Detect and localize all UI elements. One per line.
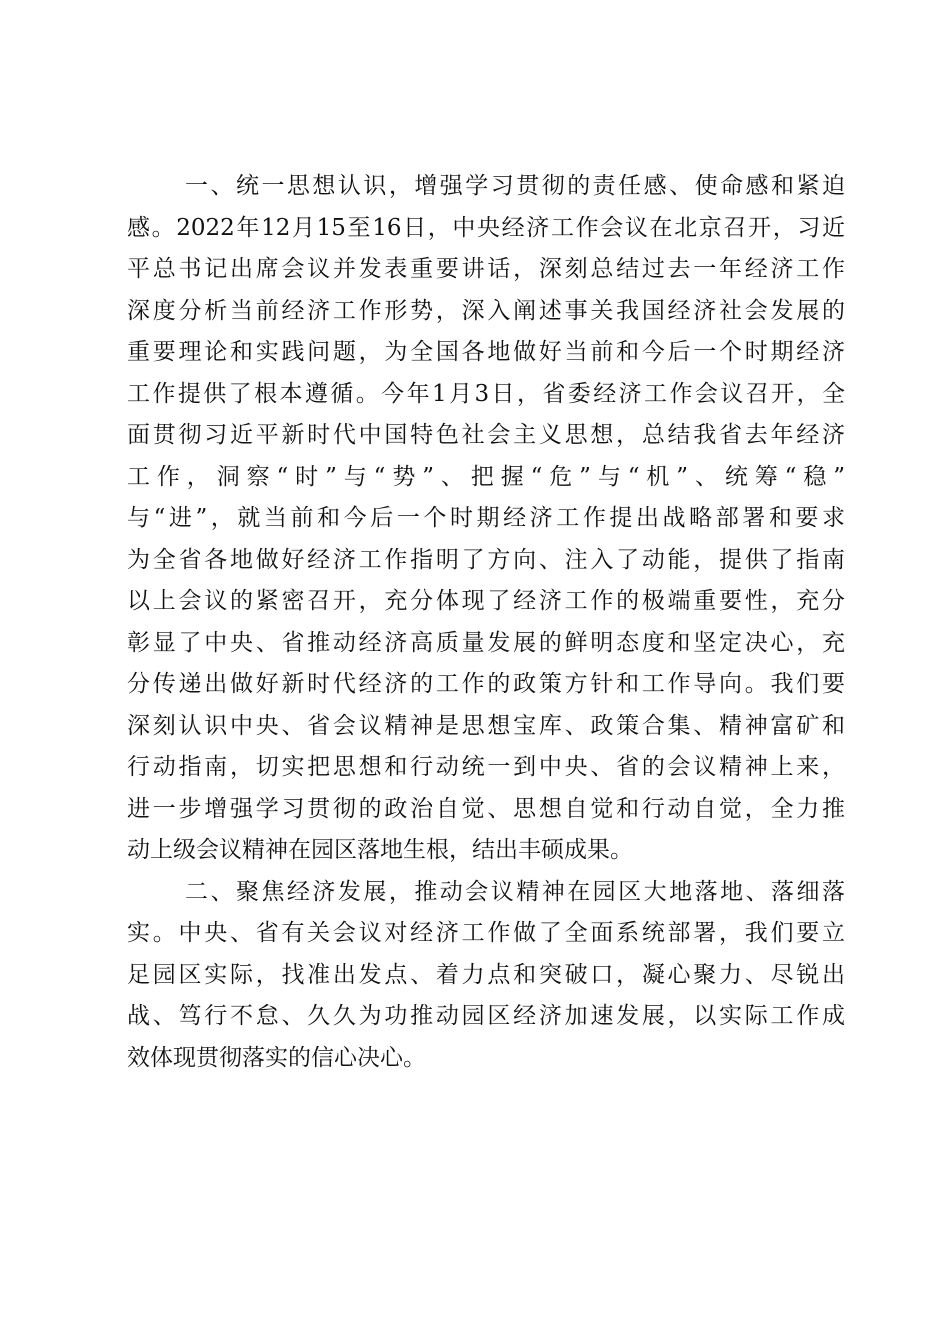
paragraph-2-line-4: 战、笃行不怠、久久为功推动园区经济加速发展，以实际工作成	[127, 1003, 845, 1029]
paragraph-1	[127, 166, 845, 872]
paragraph-2-line-3: 足园区实际，找准出发点、着力点和突破口，凝心聚力、尽锐出	[127, 961, 845, 988]
paragraph-1-line-15: 行动指南，切实把思想和行动统一到中央、省的会议精神上来，	[127, 754, 845, 780]
document-body	[127, 166, 845, 1079]
paragraph-1-line-17: 动上级会议精神在园区落地生根，结出丰硕成果。	[127, 837, 633, 863]
paragraph-1-line-1: 一、统一思想认识，增强学习贯彻的责任感、使命感和紧迫	[185, 173, 845, 199]
paragraph-1-line-2: 感。2022年12月15至16日，中央经济工作会议在北京召开，习近	[127, 214, 845, 241]
paragraph-1-line-4: 深度分析当前经济工作形势，深入阐述事关我国经济社会发展的	[127, 297, 845, 324]
paragraph-1-line-13: 分传递出做好新时代经济的工作的政策方针和工作导向。我们要	[127, 671, 845, 697]
paragraph-1-line-7: 面贯彻习近平新时代中国特色社会主义思想，总结我省去年经济	[127, 422, 845, 448]
paragraph-2	[127, 872, 845, 1080]
paragraph-1-line-11: 以上会议的紧密召开，充分体现了经济工作的极端重要性，充分	[127, 588, 845, 614]
paragraph-1-line-8: 工作，洞察“时”与“势”、把握“危”与“机”、统筹“稳”	[127, 463, 845, 490]
paragraph-1-line-16: 进一步增强学习贯彻的政治自觉、思想自觉和行动自觉，全力推	[127, 795, 845, 822]
paragraph-2-line-5: 效体现贯彻落实的信心决心。	[127, 1044, 426, 1071]
paragraph-2-line-2: 实。中央、省有关会议对经济工作做了全面系统部署，我们要立	[127, 920, 845, 946]
paragraph-1-line-3: 平总书记出席会议并发表重要讲话，深刻总结过去一年经济工作	[127, 256, 845, 282]
paragraph-1-line-6: 工作提供了根本遵循。今年1月3日，省委经济工作会议召开，全	[127, 380, 845, 407]
paragraph-1-line-9: 与“进”，就当前和今后一个时期经济工作提出战略部署和要求	[127, 505, 845, 531]
paragraph-1-line-14: 深刻认识中央、省会议精神是思想宝库、政策合集、精神富矿和	[127, 712, 845, 739]
paragraph-1-line-12: 彰显了中央、省推动经济高质量发展的鲜明态度和坚定决心，充	[127, 629, 845, 656]
paragraph-1-line-10: 为全省各地做好经济工作指明了方向、注入了动能，提供了指南	[127, 546, 845, 573]
paragraph-1-line-5: 重要理论和实践问题，为全国各地做好当前和今后一个时期经济	[127, 339, 845, 365]
paragraph-2-line-1: 二、聚焦经济发展，推动会议精神在园区大地落地、落细落	[185, 878, 845, 905]
